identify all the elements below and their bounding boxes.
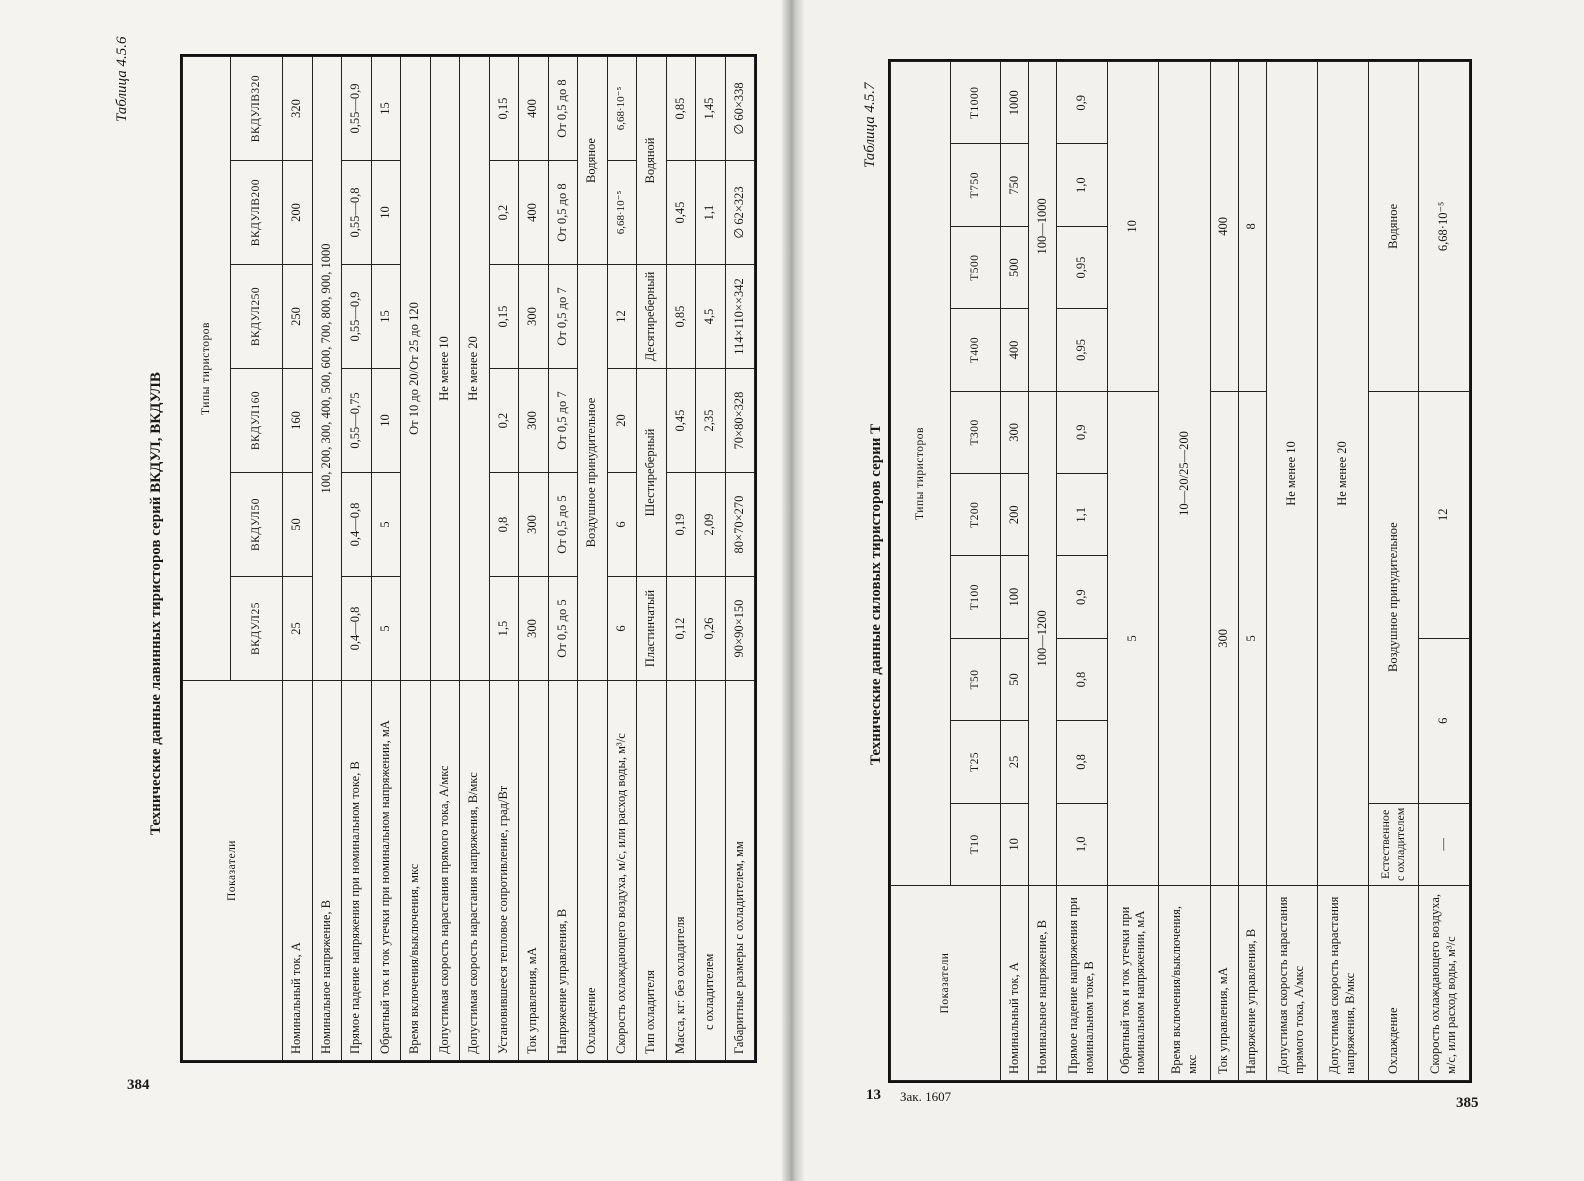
- table-cell: Воздушное принудительное: [1369, 391, 1418, 803]
- table-cell: 750: [1001, 144, 1029, 226]
- table-cell: 4,5: [696, 265, 726, 369]
- table-row: [371, 57, 401, 1061]
- row-label: Масса, кг: без охладителя: [666, 681, 696, 1061]
- table-cell: ∅ 60×338: [725, 57, 755, 161]
- row-label: Установившееся тепловое сопротивление, град/Вт: [489, 681, 519, 1061]
- table-row: [1001, 62, 1029, 1081]
- column-header: Т10: [951, 803, 1001, 885]
- table-cell: 6,68·10⁻⁵: [1418, 62, 1469, 392]
- table-cell: 10—20/25—200: [1159, 62, 1210, 886]
- row-label: Тип охладителя: [637, 681, 667, 1061]
- table-cell: 0,8: [489, 473, 519, 577]
- table-cell: 300: [1001, 391, 1029, 473]
- table-cell: Водяное: [578, 57, 608, 265]
- row-label: Время включения/выключения, мкс: [1159, 886, 1210, 1081]
- table-cell: 0,12: [666, 577, 696, 681]
- table-cell: 1,1: [1056, 474, 1107, 556]
- table-cell: 1,45: [696, 57, 726, 161]
- table-cell: 400: [1001, 309, 1029, 391]
- table-cell: 250: [283, 265, 313, 369]
- column-header: ВКДУЛ250: [231, 265, 283, 369]
- table-cell: 80×70×270: [725, 473, 755, 577]
- table-row: [401, 57, 431, 1061]
- row-label: Время включения/выключения, мкс: [401, 681, 431, 1061]
- table-row: [1108, 62, 1159, 1081]
- table-cell: 300: [519, 265, 549, 369]
- table-cell: 400: [1210, 62, 1238, 392]
- table-row: [312, 57, 342, 1061]
- table-row: [460, 57, 490, 1061]
- row-label: Ток управления, мА: [519, 681, 549, 1061]
- table-number-right: Таблица 4.5.7: [862, 82, 878, 168]
- table-cell: 300: [1210, 391, 1238, 885]
- table-row: [430, 57, 460, 1061]
- order-mark: Зак. 1607: [900, 1089, 952, 1104]
- table-row: [519, 57, 549, 1061]
- column-header: Т300: [951, 391, 1001, 473]
- table-cell: 0,4—0,8: [342, 473, 372, 577]
- table-cell: 1,0: [1056, 144, 1107, 226]
- signature-mark: 13: [866, 1087, 881, 1103]
- table-cell: Водяное: [1369, 62, 1418, 392]
- table-cell: 6: [1418, 638, 1469, 803]
- row-label: Допустимая скорость нарастания прямого тока, А/мкс: [1266, 886, 1317, 1081]
- row-label: Охлаждение: [1369, 886, 1418, 1081]
- table-cell: 500: [1001, 226, 1029, 308]
- right-page: [792, 0, 1584, 1181]
- table-cell: 20: [607, 369, 637, 473]
- table-cell: От 0,5 до 7: [548, 369, 578, 473]
- table-cell: 6,68·10⁻⁵: [607, 57, 637, 161]
- table-cell: 0,9: [1056, 391, 1107, 473]
- table-row: [1266, 62, 1317, 1081]
- table-cell: 200: [283, 161, 313, 265]
- table-cell: 400: [519, 57, 549, 161]
- table-cell: 6,68·10⁻⁵: [607, 161, 637, 265]
- table-cell: 10: [1108, 62, 1159, 392]
- table-cell: 0,8: [1056, 638, 1107, 720]
- row-label: Скорость охлаждающего воздуха, м/с, или расход воды, м³/с: [1418, 886, 1469, 1081]
- table-cell: 90×90×150: [725, 577, 755, 681]
- row-label: Прямое падение напряжения при номинальном токе, В: [1056, 886, 1107, 1081]
- table-cell: 15: [371, 265, 401, 369]
- row-label: Номинальное напряжение, В: [312, 681, 342, 1061]
- table-cell: 0,15: [489, 57, 519, 161]
- column-header: ВКДУЛ50: [231, 473, 283, 577]
- table-cell: 5: [1238, 391, 1266, 885]
- table-cell: 0,8: [1056, 721, 1107, 803]
- table-cell: 114×110××342: [725, 265, 755, 369]
- table-row: [637, 57, 667, 1061]
- table-number-left: Таблица 4.5.6: [114, 36, 130, 122]
- table-cell: 200: [1001, 474, 1029, 556]
- table-row: [696, 57, 726, 1061]
- table-cell: 25: [1001, 721, 1029, 803]
- table-cell: 1,1: [696, 161, 726, 265]
- table-cell: 0,45: [666, 161, 696, 265]
- table-cell: 25: [283, 577, 313, 681]
- table-cell: 0,9: [1056, 556, 1107, 638]
- column-header: Т100: [951, 556, 1001, 638]
- table-cell: 10: [371, 161, 401, 265]
- table-cell: 10: [371, 369, 401, 473]
- table-cell: 0,4—0,8: [342, 577, 372, 681]
- row-label: Допустимая скорость нарастания напряжения, В/мкс: [460, 681, 490, 1061]
- table-row: [1056, 62, 1107, 1081]
- row-label: Номинальный ток, А: [283, 681, 313, 1061]
- table-cell: 5: [1108, 391, 1159, 885]
- row-label: Обратный ток и ток утечки при номинальном напряжении, мА: [371, 681, 401, 1061]
- table-cell: 5: [371, 577, 401, 681]
- book-spine: [782, 0, 804, 1181]
- page-number-left: 384: [127, 1077, 150, 1093]
- table-cell: 50: [1001, 638, 1029, 720]
- table-row: [725, 57, 755, 1061]
- table-cell: 50: [283, 473, 313, 577]
- table-row: [283, 57, 313, 1061]
- table-cell: 0,19: [666, 473, 696, 577]
- table-cell: 100, 200, 300, 400, 500, 600, 700, 800, 900, 1000: [312, 57, 342, 681]
- column-header: Т750: [951, 144, 1001, 226]
- row-label: Напряжение управления, В: [1238, 886, 1266, 1081]
- table-cell: 100—1000: [1028, 62, 1056, 392]
- table-cell: 0,55—0,9: [342, 57, 372, 161]
- table-row: [1418, 62, 1469, 1081]
- table-row: [548, 57, 578, 1061]
- row-label: Обратный ток и ток утечки при номинальном напряжении, мА: [1108, 886, 1159, 1081]
- table-cell: 100—1200: [1028, 391, 1056, 885]
- table-cell: 0,85: [666, 57, 696, 161]
- table-cell: Не менее 20: [1317, 62, 1368, 886]
- table-cell: Не менее 20: [460, 57, 490, 681]
- header-types: Типы тиристоров: [891, 62, 951, 886]
- table-cell: 0,2: [489, 369, 519, 473]
- table-cell: Пластинчатый: [637, 577, 667, 681]
- table-cell: 0,85: [666, 265, 696, 369]
- table-cell: 0,45: [666, 369, 696, 473]
- table-cell: 0,55—0,75: [342, 369, 372, 473]
- table-cell: 0,95: [1056, 309, 1107, 391]
- header-types: Типы тиристоров: [183, 57, 231, 681]
- table-cell: От 0,5 до 8: [548, 57, 578, 161]
- table-row: [1159, 62, 1210, 1081]
- page-number-right: 385: [1456, 1095, 1479, 1111]
- table-title-right: Технические данные силовых тиристоров серии Т: [868, 423, 884, 765]
- row-label: Габаритные размеры с охладителем, мм: [725, 681, 755, 1061]
- column-header: ВКДУЛ160: [231, 369, 283, 473]
- row-label: Напряжение управления, В: [548, 681, 578, 1061]
- row-label: с охладителем: [696, 681, 726, 1061]
- table-cell: 320: [283, 57, 313, 161]
- row-label: Охлаждение: [578, 681, 608, 1061]
- table-cell: Водяной: [637, 57, 667, 265]
- table-cell: 100: [1001, 556, 1029, 638]
- table-row: [1369, 62, 1418, 1081]
- row-label: Номинальное напряжение, В: [1028, 886, 1056, 1081]
- table-cell: 1,5: [489, 577, 519, 681]
- table-cell: 0,55—0,8: [342, 161, 372, 265]
- table-row: [1238, 62, 1266, 1081]
- table-row: [342, 57, 372, 1061]
- table-cell: 12: [607, 265, 637, 369]
- table-cell: 0,9: [1056, 62, 1107, 144]
- table-cell: 300: [519, 369, 549, 473]
- column-header: Т500: [951, 226, 1001, 308]
- table-cell: 6: [607, 473, 637, 577]
- table-cell: От 0,5 до 8: [548, 161, 578, 265]
- header-indicators: Показатели: [891, 886, 1001, 1081]
- table-cell: —: [1418, 803, 1469, 885]
- table-row: [1210, 62, 1238, 1081]
- table-cell: 1,0: [1056, 803, 1107, 885]
- table-cell: 0,2: [489, 161, 519, 265]
- table-cell: 5: [371, 473, 401, 577]
- table-cell: 70×80×328: [725, 369, 755, 473]
- table-cell: Не менее 10: [1266, 62, 1317, 886]
- table-cell: 1000: [1001, 62, 1029, 144]
- table-cell: От 10 до 20/От 25 до 120: [401, 57, 431, 681]
- table-cell: 300: [519, 577, 549, 681]
- column-header: Т1000: [951, 62, 1001, 144]
- table-cell: Десятиреберный: [637, 265, 667, 369]
- table-cell: 15: [371, 57, 401, 161]
- table-title-left: Технические данные лавинных тиристоров серий ВКДУЛ, ВКДУЛВ: [148, 372, 164, 835]
- table-cell: От 0,5 до 7: [548, 265, 578, 369]
- table-cell: 0,55—0,9: [342, 265, 372, 369]
- table-cell: 2,09: [696, 473, 726, 577]
- row-label: Номинальный ток, А: [1001, 886, 1029, 1081]
- data-table-left: [182, 56, 755, 1061]
- table-cell: 12: [1418, 391, 1469, 638]
- table-cell: Шестиреберный: [637, 369, 667, 577]
- table-row: [1028, 62, 1056, 1081]
- table-cell: 10: [1001, 803, 1029, 885]
- table-row: [489, 57, 519, 1061]
- table-cell: Воздушное принудительное: [578, 265, 608, 681]
- table-cell: 160: [283, 369, 313, 473]
- column-header: ВКДУЛВ200: [231, 161, 283, 265]
- column-header: Т25: [951, 721, 1001, 803]
- row-label: Прямое падение напряжения при номинальном токе, В: [342, 681, 372, 1061]
- table-row: [578, 57, 608, 1061]
- row-label: Допустимая скорость нарастания напряжения, В/мкс: [1317, 886, 1368, 1081]
- table-cell: Естественное с охладителем: [1369, 803, 1418, 885]
- column-header: Т200: [951, 474, 1001, 556]
- table-left: [180, 54, 757, 1063]
- table-row: [666, 57, 696, 1061]
- column-header: Т400: [951, 309, 1001, 391]
- row-label: Скорость охлаждающего воздуха, м/с, или расход воды, м³/с: [607, 681, 637, 1061]
- column-header: ВКДУЛ25: [231, 577, 283, 681]
- table-row: [607, 57, 637, 1061]
- data-table-right: [890, 61, 1470, 1081]
- table-cell: 300: [519, 473, 549, 577]
- column-header: ВКДУЛВ320: [231, 57, 283, 161]
- table-cell: 6: [607, 577, 637, 681]
- table-cell: 0,26: [696, 577, 726, 681]
- table-cell: От 0,5 до 5: [548, 473, 578, 577]
- table-cell: Не менее 10: [430, 57, 460, 681]
- table-right: [888, 59, 1472, 1083]
- column-header: Т50: [951, 638, 1001, 720]
- table-cell: 0,95: [1056, 226, 1107, 308]
- table-row: [1317, 62, 1368, 1081]
- table-cell: 2,35: [696, 369, 726, 473]
- table-cell: ∅ 62×323: [725, 161, 755, 265]
- row-label: Допустимая скорость нарастания прямого тока, А/мкс: [430, 681, 460, 1061]
- table-cell: От 0,5 до 5: [548, 577, 578, 681]
- table-cell: 400: [519, 161, 549, 265]
- row-label: Ток управления, мА: [1210, 886, 1238, 1081]
- table-cell: 0,15: [489, 265, 519, 369]
- table-cell: 8: [1238, 62, 1266, 392]
- header-indicators: Показатели: [183, 681, 283, 1061]
